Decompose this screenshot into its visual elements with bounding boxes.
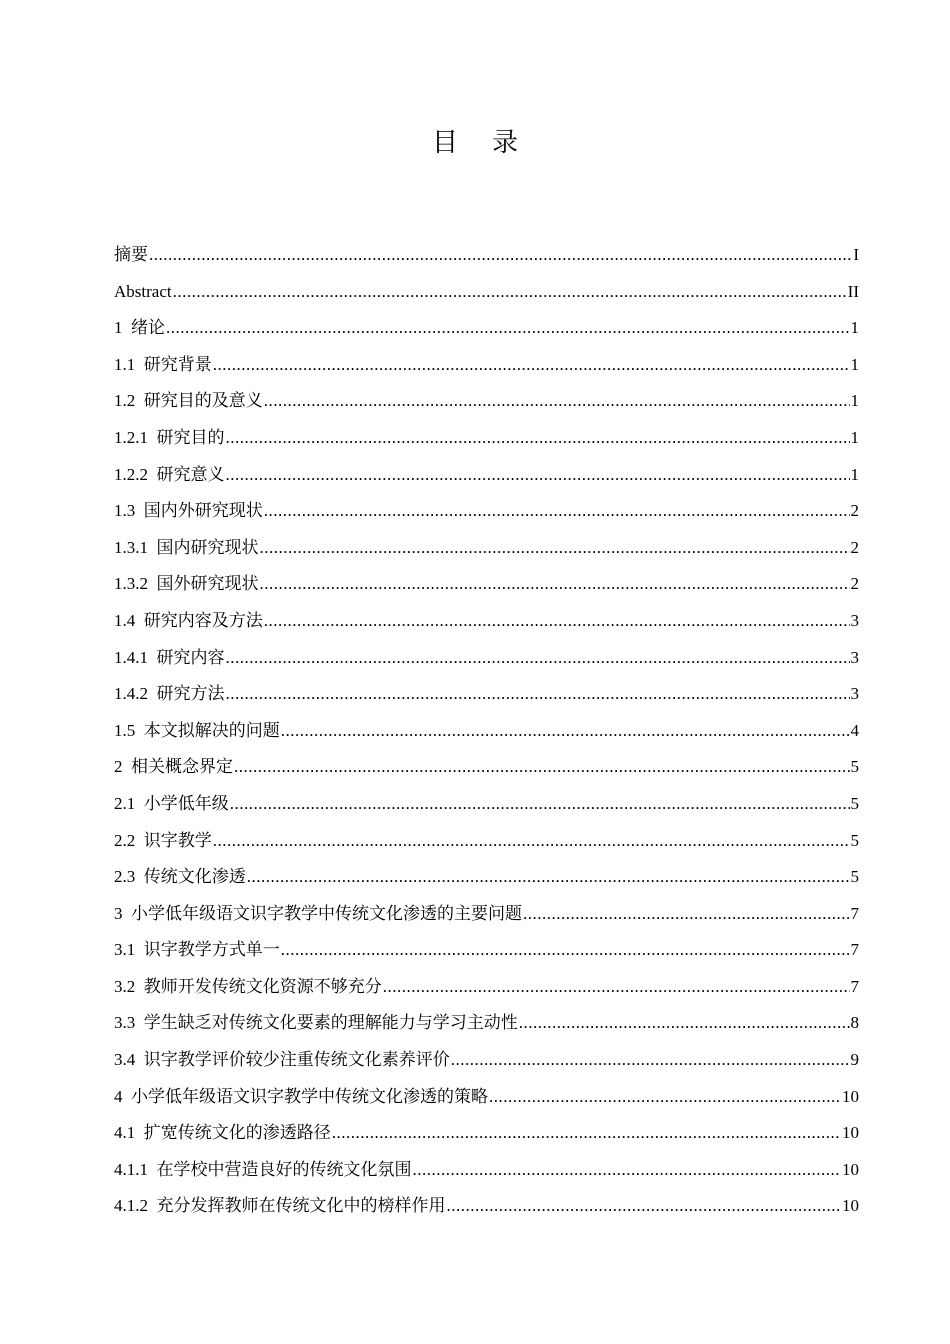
toc-entry-page-number: 3 [850,647,859,667]
toc-entry[interactable] [114,1079,859,1116]
toc-entry[interactable] [114,640,859,677]
toc-entry-page-number: 7 [850,903,859,923]
page-title [0,122,950,159]
table-of-contents [114,237,859,1225]
toc-dot-leader [226,676,850,713]
toc-entry-page-number: 3 [850,610,859,630]
toc-dot-leader [519,1005,850,1042]
toc-entry-page-number: 1 [850,391,859,411]
toc-entry-page-number: 10 [842,1123,859,1143]
toc-entry-label: 1.4.1 研究内容 [114,647,225,667]
toc-entry-label: 1.5 本文拟解决的问题 [114,720,280,740]
title-char-1: 目 [431,128,458,157]
toc-dot-leader [173,274,847,311]
toc-entry-label: 2.3 传统文化渗透 [114,867,246,887]
toc-entry-page-number: 3 [850,684,859,704]
toc-entry-page-number: 10 [842,1086,859,1106]
toc-entry-label: 4 小学低年级语文识字教学中传统文化渗透的策略 [114,1086,488,1106]
toc-entry-page-number: I [853,245,859,264]
toc-entry[interactable] [114,859,859,896]
toc-entry[interactable] [114,457,859,494]
toc-dot-leader [166,310,850,347]
toc-entry-label: 4.1 扩宽传统文化的渗透路径 [114,1123,331,1143]
toc-entry-page-number: 2 [850,537,859,557]
toc-entry-page-number: 5 [850,830,859,850]
toc-entry[interactable] [114,676,859,713]
toc-entry[interactable] [114,969,859,1006]
toc-entry-label: 2.2 识字教学 [114,830,212,850]
toc-entry-label: 1.3.1 国内研究现状 [114,537,259,557]
toc-entry-label: 3.4 识字教学评价较少注重传统文化素养评价 [114,1050,450,1070]
toc-entry[interactable] [114,1042,859,1079]
toc-entry[interactable] [114,493,859,530]
toc-entry-page-number: 8 [850,1013,859,1033]
toc-entry-label: 4.1.1 在学校中营造良好的传统文化氛围 [114,1159,412,1179]
toc-entry-page-number: 9 [850,1050,859,1070]
toc-entry-page-number: II [847,281,859,301]
toc-entry-page-number: 10 [842,1159,859,1179]
toc-dot-leader [413,1152,842,1189]
toc-dot-leader [213,823,850,860]
toc-entry[interactable] [114,713,859,750]
toc-entry-page-number: 7 [850,940,859,960]
toc-entry[interactable] [114,310,859,347]
toc-dot-leader [264,383,850,420]
title-char-2: 录 [492,128,519,157]
toc-entry-label: 1.1 研究背景 [114,354,212,374]
toc-entry-label: 摘要 [114,245,148,264]
toc-entry-page-number: 1 [850,354,859,374]
toc-entry-label: 1.2.1 研究目的 [114,427,225,447]
toc-entry-label: 4.1.2 充分发挥教师在传统文化中的榜样作用 [114,1196,446,1216]
toc-dot-leader [451,1042,850,1079]
toc-entry-label: 1.4.2 研究方法 [114,684,225,704]
toc-entry-label: 1.2.2 研究意义 [114,464,225,484]
toc-dot-leader [226,640,850,677]
toc-entry[interactable] [114,1115,859,1152]
toc-entry-label: 3.3 学生缺乏对传统文化要素的理解能力与学习主动性 [114,1013,518,1033]
toc-entry[interactable] [114,1188,859,1225]
toc-dot-leader [383,969,850,1006]
toc-entry[interactable] [114,383,859,420]
toc-entry[interactable] [114,749,859,786]
toc-entry-page-number: 4 [850,720,859,740]
toc-entry[interactable] [114,347,859,384]
toc-entry-label: 1.3.2 国外研究现状 [114,574,259,594]
toc-entry[interactable] [114,1152,859,1189]
toc-entry-page-number: 1 [850,318,859,338]
toc-dot-leader [230,786,850,823]
toc-dot-leader [447,1188,842,1225]
toc-entry[interactable] [114,566,859,603]
toc-dot-leader [234,749,850,786]
toc-dot-leader [489,1079,841,1116]
toc-entry[interactable] [114,237,859,274]
toc-dot-leader [260,566,850,603]
toc-entry-page-number: 5 [850,757,859,777]
toc-entry-label: Abstract [114,281,172,301]
toc-entry-page-number: 1 [850,464,859,484]
toc-dot-leader [260,530,850,567]
toc-entry-page-number: 10 [842,1196,859,1216]
toc-entry-label: 1.3 国内外研究现状 [114,501,263,521]
toc-entry-label: 1 绪论 [114,318,165,338]
toc-dot-leader [226,457,850,494]
toc-dot-leader [226,420,850,457]
toc-dot-leader [281,932,850,969]
toc-entry-label: 2.1 小学低年级 [114,793,229,813]
toc-entry-label: 3 小学低年级语文识字教学中传统文化渗透的主要问题 [114,903,522,923]
toc-dot-leader [264,493,850,530]
toc-entry-page-number: 7 [850,976,859,996]
toc-dot-leader [247,859,850,896]
toc-dot-leader [332,1115,841,1152]
toc-dot-leader [213,347,850,384]
toc-entry-page-number: 1 [850,427,859,447]
toc-dot-leader [523,896,850,933]
toc-entry-page-number: 2 [850,574,859,594]
toc-entry-page-number: 2 [850,501,859,521]
toc-entry[interactable] [114,823,859,860]
toc-entry-page-number: 5 [850,793,859,813]
toc-entry[interactable] [114,420,859,457]
toc-entry-label: 1.4 研究内容及方法 [114,610,263,630]
toc-entry[interactable] [114,932,859,969]
toc-entry-label: 3.2 教师开发传统文化资源不够充分 [114,976,382,996]
toc-entry[interactable] [114,896,859,933]
toc-entry-page-number: 5 [850,867,859,887]
toc-entry[interactable] [114,603,859,640]
toc-entry-label: 1.2 研究目的及意义 [114,391,263,411]
toc-entry[interactable] [114,786,859,823]
toc-entry-label: 2 相关概念界定 [114,757,233,777]
toc-dot-leader [149,237,852,274]
toc-entry-label: 3.1 识字教学方式单一 [114,940,280,960]
toc-dot-leader [281,713,850,750]
toc-dot-leader [264,603,850,640]
toc-entry[interactable] [114,274,859,311]
toc-entry[interactable] [114,1005,859,1042]
toc-entry[interactable] [114,530,859,567]
